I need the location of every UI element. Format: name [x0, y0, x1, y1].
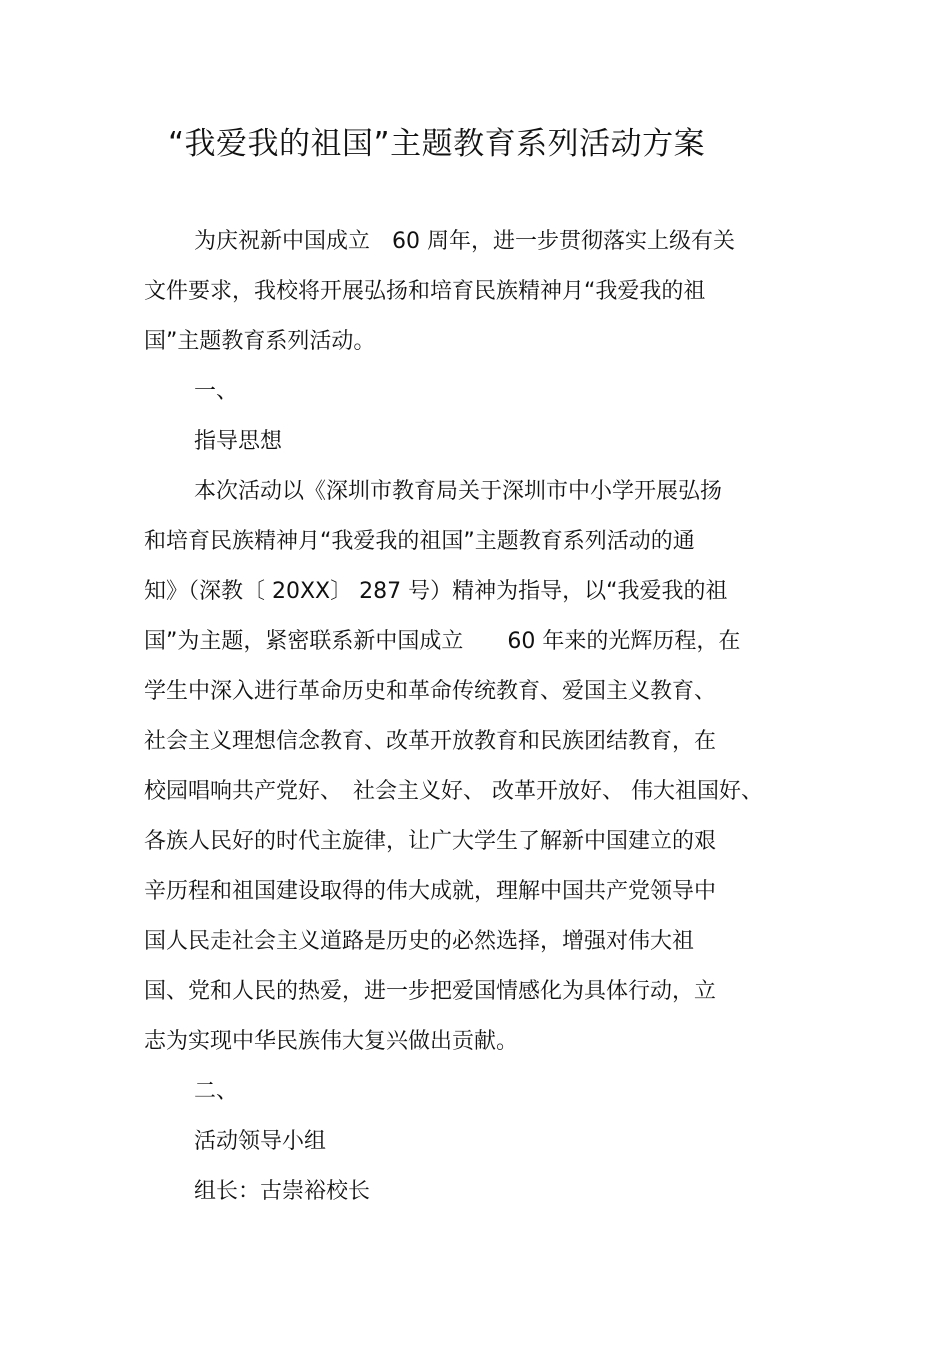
paragraph-line: 和培育民族精神月“我爱我的祖国”主题教育系列活动的通	[144, 529, 695, 554]
paragraph-line: 国、党和人民的热爱，进一步把爱国情感化为具体行动，立	[144, 979, 717, 1004]
paragraph-line: 组长：古崇裕校长	[194, 1179, 371, 1204]
section-heading: 活动领导小组	[194, 1129, 327, 1154]
paragraph-line: 校园唱响共产党好、 社会主义好、 改革开放好、 伟大祖国好、	[144, 779, 763, 804]
paragraph-line: 国”主题教育系列活动。	[144, 329, 376, 354]
paragraph-line: 文件要求，我校将开展弘扬和培育民族精神月“我爱我的祖	[144, 279, 706, 304]
paragraph-line: 辛历程和祖国建设取得的伟大成就，理解中国共产党领导中	[144, 879, 717, 904]
paragraph-line: 国”为主题，紧密联系新中国成立 60 年来的光辉历程，在	[144, 629, 741, 654]
section-number: 一、	[194, 379, 239, 404]
paragraph-line: 本次活动以《深圳市教育局关于深圳市中小学开展弘扬	[194, 479, 723, 504]
paragraph-line: 国人民走社会主义道路是历史的必然选择，增强对伟大祖	[144, 929, 695, 954]
paragraph-line: 社会主义理想信念教育、改革开放教育和民族团结教育，在	[144, 729, 717, 754]
paragraph-line: 各族人民好的时代主旋律，让广大学生了解新中国建立的艰	[144, 829, 717, 854]
paragraph-line: 为庆祝新中国成立 60 周年，进一步贯彻落实上级有关	[194, 229, 735, 254]
section-number: 二、	[194, 1079, 239, 1104]
paragraph-line: 学生中深入进行革命历史和革命传统教育、爱国主义教育、	[144, 679, 717, 704]
section-heading: 指导思想	[194, 429, 283, 454]
paragraph-line: 志为实现中华民族伟大复兴做出贡献。	[144, 1029, 519, 1054]
document-title: “我爱我的祖国”主题教育系列活动方案	[168, 126, 706, 162]
paragraph-line: 知》（深教〔 20XX〕 287 号）精神为指导，以“我爱我的祖	[144, 579, 728, 604]
